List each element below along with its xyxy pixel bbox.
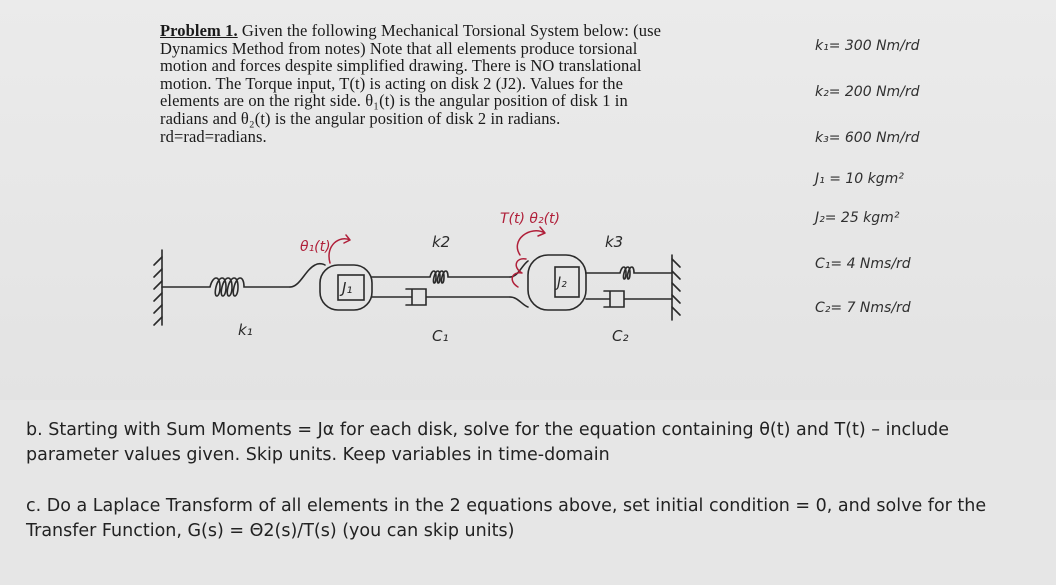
damper-c2 xyxy=(586,291,672,307)
right-wall-hatching xyxy=(672,259,680,315)
param-k3: k₃= 600 Nm/rd xyxy=(815,130,920,146)
param-c1: C₁= 4 Nms/rd xyxy=(815,256,911,272)
j1-label: J₁ xyxy=(342,279,353,297)
problem-text: Given the following Mechanical Torsional System below: (use xyxy=(241,21,662,40)
theta1-arrow-icon xyxy=(329,235,350,263)
torque-label: T(t) θ₂(t) xyxy=(500,211,561,227)
c2-label: C₂ xyxy=(612,327,629,345)
question-c: c. Do a Laplace Transform of all elements in the 2 equations above, set initial condition = 0, and solve for the Transfer Function, G(s) = Θ2(s)/T(s) (you can skip units) xyxy=(26,496,987,541)
param-j2: J₂= 25 kgm² xyxy=(815,210,900,226)
param-c2: C₂= 7 Nms/rd xyxy=(815,300,911,316)
question-b: b. Starting with Sum Moments = Jα for each disk, solve for the equation containing θ(t) and T(t) – include parameter values given. Skip units. Keep variables in time-domain xyxy=(26,420,949,465)
torsional-system-diagram xyxy=(150,195,710,355)
spring-k1 xyxy=(162,278,290,296)
param-j1: J₁ = 10 kgm² xyxy=(815,171,904,187)
torque-arrow-icon xyxy=(517,227,545,255)
problem-statement xyxy=(160,22,770,145)
problem-line-1 xyxy=(160,22,770,40)
problem-line-5: elements are on the right side. θ₁(t) is the angular position of disk 1 in xyxy=(160,91,628,111)
torque-curl-icon xyxy=(512,259,526,287)
spring-k2 xyxy=(372,271,510,283)
problem-line-7: rd=rad=radians. xyxy=(160,126,267,146)
j2-label: J₂ xyxy=(557,275,567,291)
problem-line-3: motion and forces despite simplified drawing. There is NO translational xyxy=(160,56,642,76)
shaft-2 xyxy=(510,261,528,307)
problem-line-4: motion. The Torque input, T(t) is acting on disk 2 (J2). Values for the xyxy=(160,73,624,93)
problem-line-2: Dynamics Method from notes) Note that all elements produce torsional xyxy=(160,38,638,58)
k2-label: k2 xyxy=(432,233,451,251)
param-k2: k₂= 200 Nm/rd xyxy=(815,84,920,100)
damper-c1 xyxy=(372,289,510,305)
problem-line-6: radians and θ₂(t) is the angular position of disk 2 in radians. xyxy=(160,108,561,128)
left-wall-hatching xyxy=(154,257,162,325)
c1-label: C₁ xyxy=(432,327,449,345)
k1-label: k₁ xyxy=(238,321,253,339)
problem-heading: Problem 1. xyxy=(160,21,238,40)
spring-k3 xyxy=(586,267,672,279)
param-k1: k₁= 300 Nm/rd xyxy=(815,38,920,54)
theta1-label: θ₁(t) xyxy=(300,239,331,255)
question-list xyxy=(26,418,1036,570)
k3-label: k3 xyxy=(605,233,624,251)
